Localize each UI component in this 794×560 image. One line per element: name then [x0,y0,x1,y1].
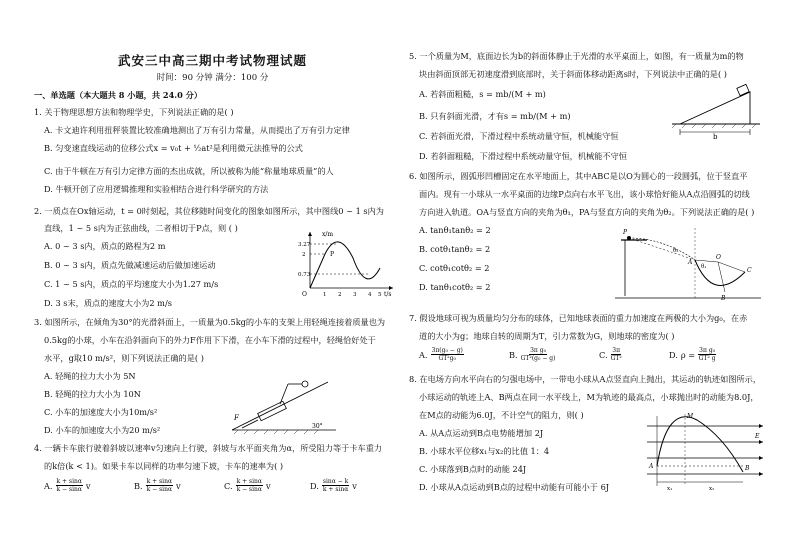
fraction-numerator: k + sinα [146,478,173,485]
q3-incline-cart-figure [228,372,338,434]
text-line: C. 1 ~ 5 s内，质点的平均速度大小为1.27 m/s [44,279,219,289]
fraction-denominator: k + sinα [322,486,349,494]
fraction-denominator: k − sinα [56,486,82,494]
text-line: B. 0 ~ 3 s内，质点先做减速运动后做加速运动 [44,260,216,270]
answer-option [44,478,91,493]
point-a: A [688,259,693,266]
option-letter: A. [419,349,428,360]
fraction-denominator: GT² [610,355,622,363]
fraction-numerator: k + sinα [236,478,262,485]
text-line: B. cotθ₁tanθ₂ = 2 [419,244,491,254]
y-axis-label: x/m [322,231,334,238]
point-p: P [623,229,628,236]
q6-projectile-arc-figure [613,222,763,304]
angle-label: 30° [312,423,323,430]
text-line: B. 轻绳的拉力大小为 10N [44,389,141,399]
exam-subtitle: 时间：90 分钟 满分：100 分 [156,73,269,83]
text-line: 5. 一个质量为M，底面边长为b的斜面体静止于光滑的水平桌面上，如图，有一质量为m的物 [409,51,744,61]
point-c: C [747,267,752,274]
text-line: 1. 关于物理思想方法和物理学史，下列说法正确的是( ) [34,107,234,117]
text-line: D. 小车的加速度大小为20 m/s² [44,425,161,435]
y-tick: 3.27 [298,242,311,248]
fraction [322,478,349,493]
text-line: 面内。现有一小球从一水平桌面的边缘P点向右水平飞出，该小球恰好能从A点沿圆弧的切线 [419,189,750,199]
text-line: 小球运动的轨迹上A、B两点在同一水平线上，M为轨迹的最高点，小球抛出时的动能为8.0J， [419,392,759,402]
fraction-numerator: sinα − k [322,478,349,485]
answer-option [224,478,271,493]
answer-option [599,347,622,362]
y-tick: 2 [302,252,306,258]
text-line: A. 从A点运动到B点电势能增加 2J [419,428,544,438]
option-letter: A. [44,480,53,491]
text-line: 6. 如图所示，圆弧形凹槽固定在水平地面上，其中ABC是以O为圆心的一段圆弧，位于竖直平 [409,171,748,181]
text-line: A. 若斜面粗糙，s = mb/(M + m) [419,89,546,99]
theta2-label: θ₂ [673,248,679,254]
text-line: 道的大小为g；地球自转的周期为T，引力常数为G，则地球的密度为( ) [419,331,675,341]
text-line: 2. 一质点在Ox轴运动，t = 0时刻起，其位移随时间变化的图象如图所示，其中图线0 ~ 1 s内为 [34,206,384,216]
q5-wedge-figure [670,80,765,140]
fraction-numerator: 3π [612,347,621,354]
text-line: 的k倍(k < 1)。如果卡车以同样的功率匀速下坡，卡车的速率为( ) [44,461,284,471]
answer-option [419,347,464,362]
x1-label: x₁ [667,486,673,492]
theta1-label: θ₁ [701,264,707,270]
option-letter: B. [134,480,143,491]
fraction [521,347,556,362]
option-letter: C. [224,480,233,491]
text-line: 3. 如图所示，在倾角为30°的光滑斜面上，一质量为0.5kg的小车的支架上用轻绳连接着质量也为 [34,317,386,327]
answer-option [134,478,181,493]
text-line: 方向进入轨道。OA与竖直方向的夹角为θ₁，PA与竖直方向的夹角为θ₂。下列说法正确的是( ) [419,207,755,217]
origin-label: O [302,291,307,298]
option-prefix: ρ = [680,349,696,360]
fraction [698,347,716,362]
text-line: D. tanθ₁cotθ₂ = 2 [419,282,491,292]
fraction [236,478,263,493]
text-line: 8. 在电场方向水平向右的匀强电场中，一带电小球从A点竖直向上抛出，其运动的轨迹如图所示， [409,374,762,384]
point-b: B [721,295,726,302]
q8-electric-field-figure [643,410,768,492]
fraction-denominator: GT² g [698,355,716,363]
section-heading: 一、单选题（本大题共 8 小题，共 24.0 分） [34,90,203,100]
fraction-denominator: GT²(g₀ − g) [520,355,556,363]
fraction-numerator: k + sinα [56,478,82,485]
option-suffix: v [85,480,91,491]
point-m: M [687,413,694,420]
text-line: 水平，g取10 m/s²，则下列说法正确的是( ) [44,353,204,363]
text-line: 0.5kg的小球，小车在沿斜面向下的外力F作用下下滑，在小车下滑的过程中，轻绳恰好处于 [44,335,376,345]
text-line: C. 小车的加速度大小为10m/s² [44,407,158,417]
fraction [56,478,83,493]
text-line: 4. 一辆卡车旅行驶着斜坡以速率v匀速向上行驶，斜坡与水平面夹角为α，所受阻力等于卡车重力 [34,443,383,453]
point-o: O [716,254,721,261]
text-line: B. 只有斜面光滑，才有s = mb/(M + m) [419,111,571,121]
field-e-label: E [755,433,760,440]
text-line: D. 小球从A点运动到B点的过程中动能有可能小于 6J [419,482,610,492]
fraction [146,478,173,493]
text-line: B. 匀变速直线运动的位移公式x = v₀t + ½at²是利用微元法推导的公式 [44,143,303,153]
x2-label: x₂ [709,486,715,492]
y-tick: 0.73 [298,272,311,278]
text-line: C. 由于牛顿在万有引力定律方面的杰出成就，所以被称为能“称量地球质量”的人 [44,166,334,176]
x-tick: 3 [353,292,357,298]
fraction-denominator: k − sinα [236,486,262,494]
point-a: A [649,463,654,470]
text-line: 在M点的动能为6.0J，不计空气的阻力，则( ) [419,410,584,420]
text-line: 块由斜面顶部无初速度滑到底部时，关于斜面体移动距离s时，下列说法中正确的是( ) [419,69,727,79]
fraction [611,347,622,362]
option-letter: B. [509,349,518,360]
answer-option [669,347,716,362]
force-label: F [234,414,239,422]
text-line: A. tanθ₁tanθ₂ = 2 [419,225,491,235]
text-line: C. 小球落到B点时的动能 24J [419,464,527,474]
point-p-label: P [330,251,335,258]
x-tick: 4 [368,292,372,298]
text-line: A. 轻绳的拉力大小为 5N [44,371,136,381]
q2-position-time-graph [298,228,398,298]
text-line: B. 小球水平位移x₁与x₂的比值 1：4 [419,446,550,456]
option-suffix: v [352,480,357,491]
exam-title: 武安三中高三期中考试物理试题 [117,53,307,68]
answer-option [509,347,555,362]
option-suffix: v [265,480,271,491]
answer-option [310,478,357,493]
text-line: C. cotθ₁cotθ₂ = 2 [419,263,490,273]
option-letter: D. [310,480,319,491]
x-tick: 2 [338,292,342,298]
text-line: D. 3 s末，质点的速度大小为2 m/s [44,298,172,308]
fraction-numerator: 3π(g₀ − g) [431,347,463,354]
fraction [431,347,464,362]
fraction-numerator: 3π g₀ [699,347,716,354]
point-b: B [745,465,750,472]
option-suffix: v [176,480,181,491]
base-length-label: b [713,133,718,140]
fraction-numerator: 3π g₀ [530,347,546,354]
text-line: A. 卡文迪许利用扭秤装置比较准确地测出了万有引力常量，从而提出了万有引力定律 [44,125,350,135]
text-line: D. 牛顿开创了应用逻辑推理和实验相结合进行科学研究的方法 [44,184,269,194]
text-line: D. 若斜面粗糙，下滑过程中系统动量守恒，机械能不守恒 [419,151,627,161]
text-line: 直线，1 ~ 5 s内为正弦曲线，二者相切于P点，则 ( ) [44,223,238,233]
text-line: 7. 假设地球可视为质量均匀分布的球体，已知地球表面的重力加速度在两极的大小为g₀，在赤 [409,313,748,323]
x-tick: 1 [323,292,327,298]
text-line: C. 若斜面光滑，下滑过程中系统动量守恒，机械能守恒 [419,131,619,141]
x-axis-label: t/s [384,291,392,298]
fraction-denominator: GT²g₀ [438,355,456,363]
x-tick: 5 [378,292,382,298]
fraction-denominator: k − sinα [146,486,173,494]
option-letter: C. [599,349,608,360]
text-line: A. 0 ~ 3 s内，质点的路程为2 m [44,241,166,251]
option-letter: D. [669,349,678,360]
